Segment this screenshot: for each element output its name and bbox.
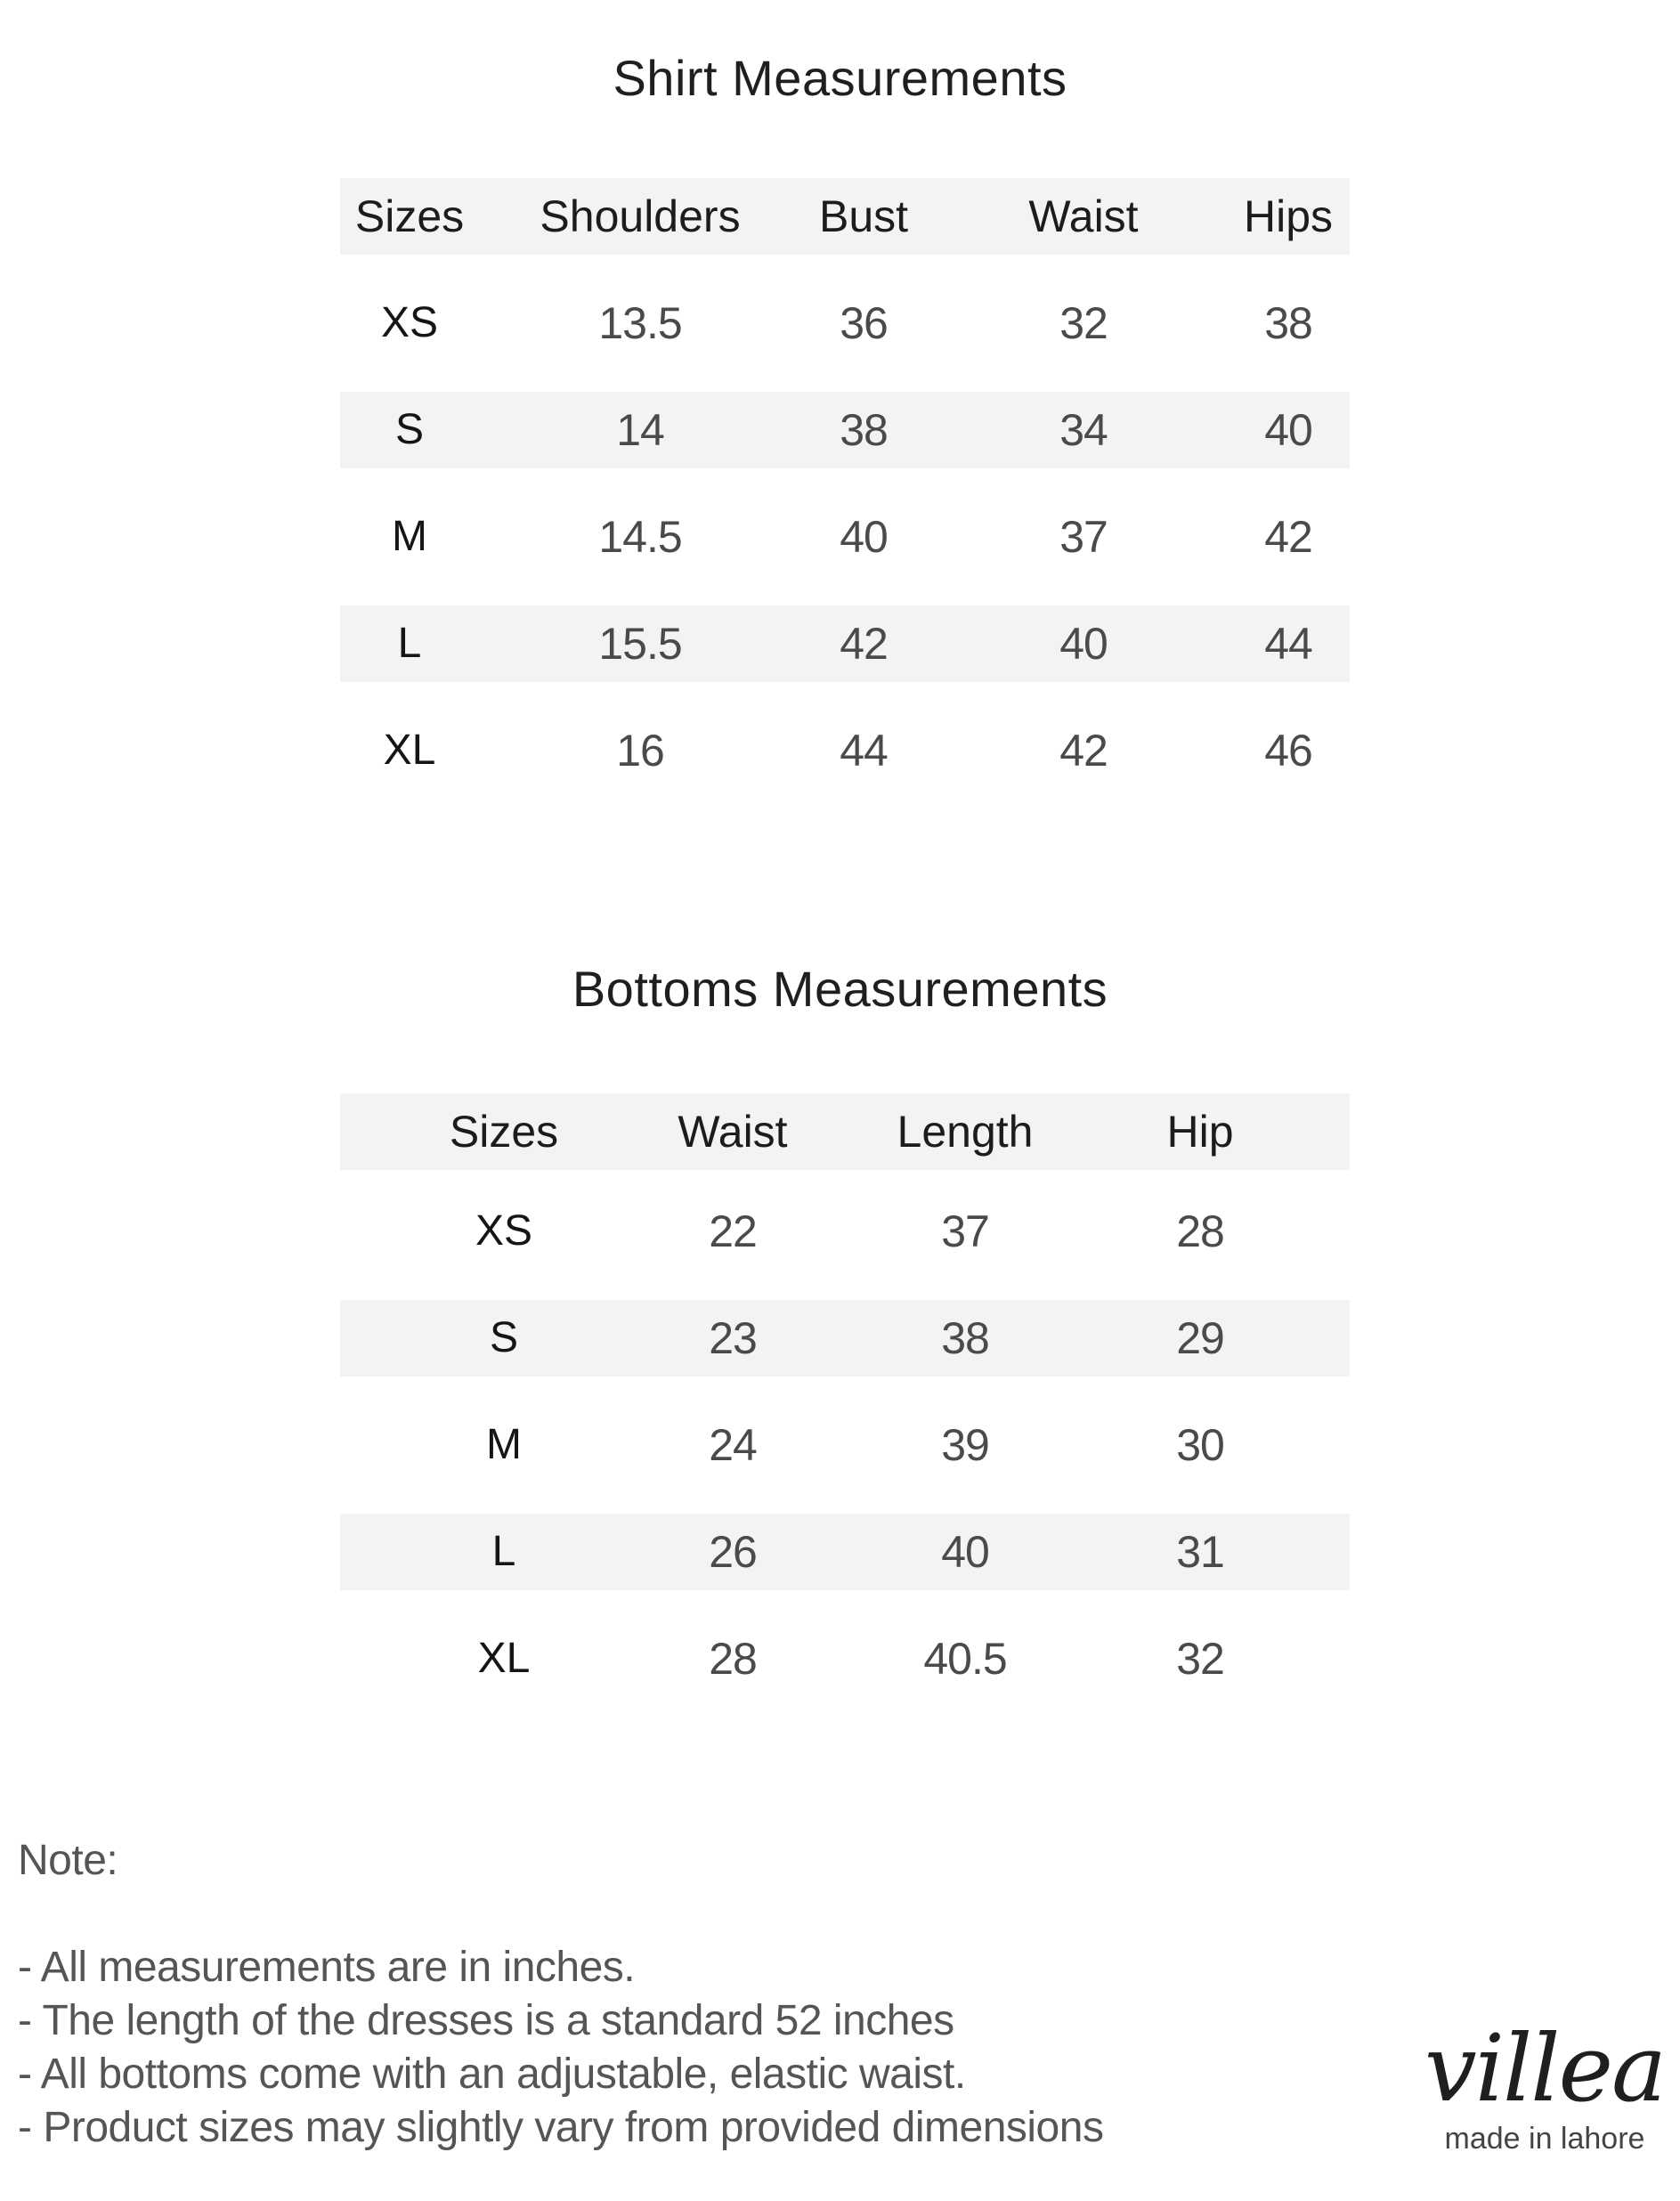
shoulders-cell: 16 <box>616 726 664 776</box>
note-line: - The length of the dresses is a standard 52 inches <box>18 1997 954 2044</box>
notes-section <box>18 1834 1103 2155</box>
table-row <box>340 285 1350 361</box>
table-row <box>340 499 1350 575</box>
shirt-table-title: Shirt Measurements <box>613 50 1067 106</box>
length-cell: 40.5 <box>923 1634 1007 1684</box>
hips-cell: 46 <box>1264 726 1312 776</box>
table-row <box>340 1300 1350 1377</box>
column-header: Waist <box>678 1107 788 1157</box>
hips-cell: 42 <box>1264 512 1312 562</box>
size-cell: XL <box>383 727 436 774</box>
hip-cell: 31 <box>1176 1527 1224 1577</box>
column-header: Bust <box>818 191 909 241</box>
length-cell: 37 <box>941 1206 989 1256</box>
waist-cell: 26 <box>709 1527 757 1577</box>
notes-heading: Note: <box>18 1837 118 1884</box>
size-cell: XS <box>475 1207 533 1255</box>
shoulders-cell: 13.5 <box>598 298 682 348</box>
length-cell: 40 <box>941 1527 989 1577</box>
length-cell: 39 <box>941 1420 989 1470</box>
bust-cell: 38 <box>840 405 888 455</box>
waist-cell: 24 <box>709 1420 757 1470</box>
note-line: - All bottoms come with an adjustable, elastic waist. <box>18 2051 966 2098</box>
waist-cell: 28 <box>709 1634 757 1684</box>
brand-logo <box>1416 2014 1674 2156</box>
shirt-header-row <box>340 178 1350 255</box>
table-row <box>340 1407 1350 1483</box>
hips-cell: 38 <box>1264 298 1312 348</box>
bottoms-header-row <box>340 1093 1350 1170</box>
waist-cell: 42 <box>1059 726 1108 776</box>
bottoms-table-title: Bottoms Measurements <box>572 961 1108 1017</box>
table-row <box>340 392 1350 468</box>
size-cell: M <box>486 1421 522 1468</box>
size-cell: S <box>489 1314 518 1361</box>
length-cell: 38 <box>941 1313 989 1363</box>
brand-tagline: made in lahore <box>1444 2122 1645 2156</box>
shoulders-cell: 15.5 <box>598 619 682 669</box>
size-cell: M <box>392 513 427 560</box>
bust-cell: 42 <box>840 619 888 669</box>
column-header: Hip <box>1166 1107 1234 1157</box>
hips-cell: 40 <box>1264 405 1312 455</box>
note-line: - Product sizes may slightly vary from provided dimensions <box>18 2104 1104 2151</box>
hip-cell: 29 <box>1176 1313 1224 1363</box>
table-row <box>340 1620 1350 1697</box>
table-row <box>340 1514 1350 1590</box>
size-cell: L <box>397 620 422 667</box>
waist-cell: 34 <box>1059 405 1108 455</box>
waist-cell: 40 <box>1059 619 1108 669</box>
bust-cell: 36 <box>840 298 888 348</box>
column-header: Sizes <box>449 1107 559 1157</box>
shoulders-cell: 14 <box>616 405 664 455</box>
size-cell: S <box>394 406 424 453</box>
hip-cell: 32 <box>1176 1634 1224 1684</box>
column-header: Hips <box>1243 191 1334 241</box>
table-row <box>340 712 1350 789</box>
column-header: Shoulders <box>540 191 741 241</box>
size-cell: XS <box>380 299 439 346</box>
column-header: Waist <box>1028 191 1139 241</box>
waist-cell: 32 <box>1059 298 1108 348</box>
brand-name: villea <box>1424 2014 1666 2123</box>
shoulders-cell: 14.5 <box>598 512 682 562</box>
bust-cell: 44 <box>840 726 888 776</box>
column-header: Sizes <box>354 191 465 241</box>
table-row <box>340 605 1350 682</box>
size-cell: XL <box>477 1635 531 1682</box>
waist-cell: 37 <box>1059 512 1108 562</box>
table-row <box>340 1193 1350 1270</box>
waist-cell: 22 <box>709 1206 757 1256</box>
waist-cell: 23 <box>709 1313 757 1363</box>
hips-cell: 44 <box>1264 619 1312 669</box>
size-cell: L <box>491 1528 516 1575</box>
hip-cell: 28 <box>1176 1206 1224 1256</box>
hip-cell: 30 <box>1176 1420 1224 1470</box>
note-line: - All measurements are in inches. <box>18 1944 636 1991</box>
column-header: Length <box>897 1107 1034 1157</box>
bust-cell: 40 <box>840 512 888 562</box>
